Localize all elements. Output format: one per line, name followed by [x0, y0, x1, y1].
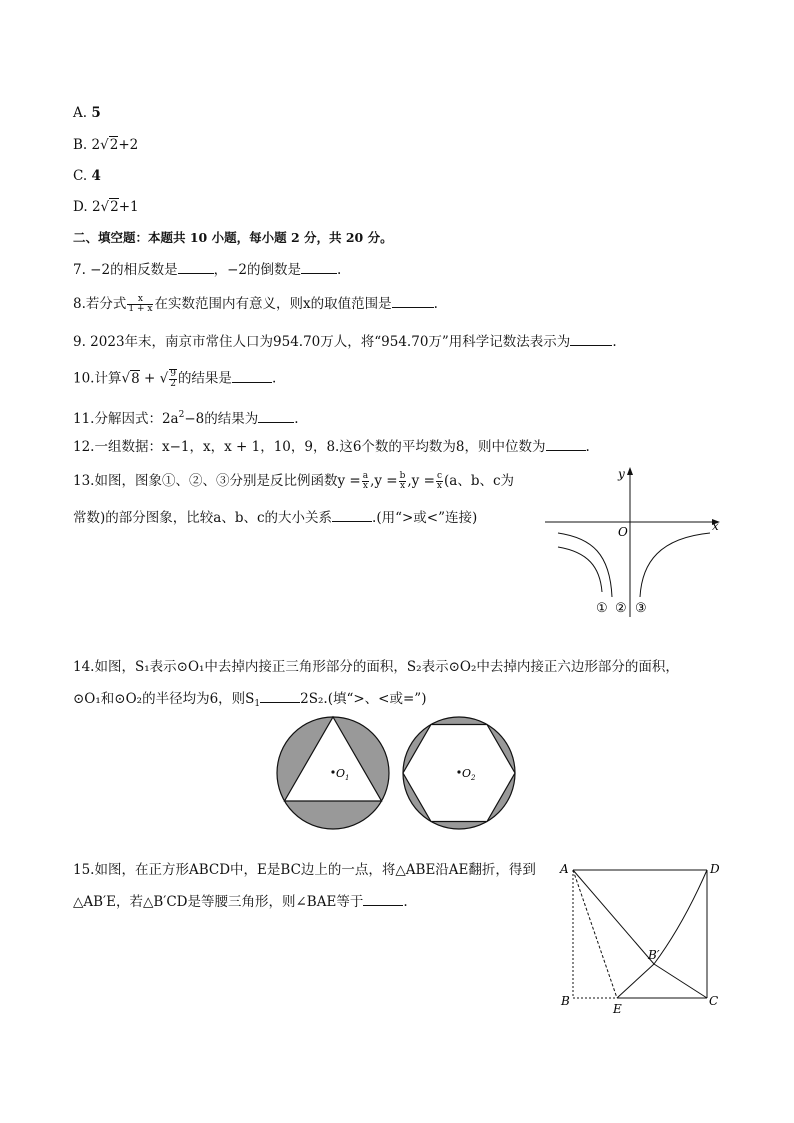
vertex-b: B: [561, 994, 570, 1008]
question-12: 12.一组数据：x−1，x，x + 1，10，9，8.这6个数的平均数为8，则中位数为 .: [73, 439, 590, 455]
question-11: 11.分解因式：$2a^2-8$的结果为 .: [73, 410, 299, 427]
circles-figure: [276, 714, 518, 832]
curve-1: [558, 533, 612, 597]
circle-o2-figure: [403, 717, 515, 829]
answer-blank: [260, 690, 300, 703]
curve-3: [640, 533, 710, 597]
curve-2: [558, 547, 602, 592]
question-14-line-2: ⊙O₁和⊙O₂的半径均为6，则$S_1$ 2S₂.(填“>、<或=”): [73, 691, 427, 709]
answer-blank: [392, 295, 434, 308]
square-fold-figure: [555, 855, 730, 1020]
segment-eb-prime: [617, 964, 654, 998]
question-9: 9. 2023年末，南京市常住人口为954.70万人，将“954.70万”用科学记数法表示为 .: [73, 334, 617, 350]
answer-blank: [570, 333, 612, 346]
curve-label-2: ②: [615, 601, 627, 616]
segment-ab-prime: [573, 870, 654, 964]
point-b-prime: B′: [648, 948, 660, 962]
question-15-line-1: 15.如图，在正方形ABCD中，E是BC边上的一点，将△ABE沿AE翻折，得到: [73, 862, 536, 878]
fraction: $\frac{9}{2}$: [170, 369, 176, 389]
vertex-d: D: [710, 862, 720, 876]
y-axis-arrow: [627, 467, 633, 475]
option-a: A. 5: [73, 105, 101, 121]
inverse-function-graph: [540, 462, 730, 622]
curve-label-1: ①: [596, 601, 608, 616]
fold-line-ae: [573, 870, 617, 998]
answer-blank: [546, 438, 586, 451]
segment-b-prime-c: [654, 964, 707, 998]
answer-blank: [258, 410, 294, 423]
curve-label-3: ③: [635, 601, 647, 616]
segment-b-prime-d: [654, 870, 707, 964]
question-7: 7. −2的相反数是 ，−2的倒数是 .: [73, 262, 342, 278]
label-o1: $O_1$: [336, 767, 350, 782]
question-15-line-2: △AB′E，若△B′CD是等腰三角形，则∠BAE等于 .: [73, 894, 408, 910]
circle-o1-figure: [277, 717, 389, 829]
question-13-line-1: 13.如图，图象①、②、③分别是反比例函数y = $\frac{a}{x}$ ,y = $\frac{b}{x}$ ,y = $\frac{c}{x}$ (a、b、c为: [73, 471, 515, 491]
answer-blank: [301, 261, 337, 274]
x-label: x: [712, 519, 719, 533]
fraction: $\frac{x}{1 + x}$: [128, 294, 153, 314]
question-13-line-2: 常数)的部分图象，比较a、b、c的大小关系 .(用“>或<”连接): [73, 510, 478, 526]
option-c: C. 4: [73, 168, 101, 184]
question-8: 8.若分式 $\frac{x}{1 + x}$ 在实数范围内有意义，则x的取值范围是 .: [73, 294, 438, 314]
point-e: E: [613, 1002, 622, 1016]
question-14-line-1: 14.如图，S₁表示⊙O₁中去掉内接正三角形部分的面积，S₂表示⊙O₂中去掉内接正六边形部分的面积，: [73, 659, 679, 675]
answer-blank: [363, 893, 403, 906]
answer-blank: [332, 509, 372, 522]
option-b: B. 2√2+2: [73, 137, 139, 153]
option-d: D. 2√2+1: [73, 199, 139, 215]
origin-label: O: [618, 525, 628, 539]
center-dot: [331, 770, 334, 773]
center-dot: [457, 770, 460, 773]
question-10: 10.计算√8 + √ $\frac{9}{2}$ 的结果是 .: [73, 369, 277, 389]
vertex-c: C: [709, 994, 719, 1008]
answer-blank: [232, 370, 272, 383]
label-o2: $O_2$: [462, 767, 476, 782]
answer-blank: [178, 261, 214, 274]
section-title: 二、填空题：本题共 10 小题，每小题 2 分，共 20 分。: [73, 230, 393, 245]
y-label: y: [618, 467, 625, 481]
vertex-a: A: [560, 862, 569, 876]
